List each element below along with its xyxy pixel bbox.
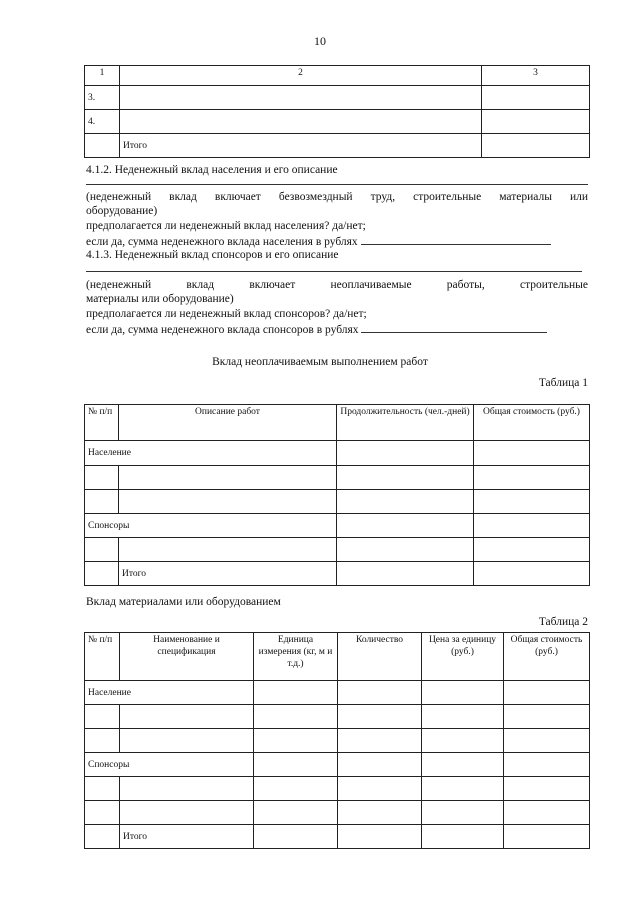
table-cell xyxy=(120,729,254,753)
row-number: 3. xyxy=(85,86,120,110)
question-413: предполагается ли неденежный вклад спонсоров? да/нет; xyxy=(86,308,367,320)
table-cell xyxy=(504,705,590,729)
table1 xyxy=(84,404,590,586)
table-cell xyxy=(422,705,504,729)
table-cell xyxy=(119,466,337,490)
page-number: 10 xyxy=(314,34,326,48)
question-412: предполагается ли неденежный вклад населения? да/нет; xyxy=(86,220,366,232)
table-cell xyxy=(254,729,338,753)
table2-caption: Вклад материалами или оборудованием xyxy=(86,596,281,608)
table-header-cell: Цена за единицу (руб.) xyxy=(422,633,504,681)
table-cell xyxy=(85,705,120,729)
table-cell xyxy=(337,514,474,538)
table-cell xyxy=(85,562,119,586)
total-label: Итого xyxy=(119,562,337,586)
table-cell xyxy=(85,538,119,562)
table-cell xyxy=(504,777,590,801)
group-label: Спонсоры xyxy=(85,514,337,538)
table-cell xyxy=(120,801,254,825)
table-cell xyxy=(504,825,590,849)
table-cell xyxy=(337,538,474,562)
table-cell xyxy=(254,801,338,825)
table-cell xyxy=(422,777,504,801)
table-header-cell: № п/п xyxy=(85,405,119,441)
fill-line xyxy=(86,184,588,185)
table1-caption: Вклад неоплачиваемым выполнением работ xyxy=(212,356,428,368)
section-heading-412: 4.1.2. Неденежный вклад населения и его описание xyxy=(86,164,338,176)
table-cell xyxy=(338,753,422,777)
table-header-cell: Общая стоимость (руб.) xyxy=(474,405,590,441)
table-header-cell: № п/п xyxy=(85,633,120,681)
table-cell xyxy=(474,466,590,490)
note-413-line2: материалы или оборудование) xyxy=(86,293,234,305)
table-cell xyxy=(338,777,422,801)
table-cell xyxy=(474,441,590,466)
table-header-cell: Общая стоимость (руб.) xyxy=(504,633,590,681)
table-cell xyxy=(474,538,590,562)
continuation-table xyxy=(84,65,590,158)
table-header-cell: Описание работ xyxy=(119,405,337,441)
total-label: Итого xyxy=(120,825,254,849)
row-number: 4. xyxy=(85,110,120,134)
table2-label: Таблица 2 xyxy=(538,616,588,628)
table-cell xyxy=(338,681,422,705)
table-cell xyxy=(254,753,338,777)
table-cell xyxy=(422,681,504,705)
table-cell xyxy=(504,801,590,825)
table-header-cell: Наименование и спецификация xyxy=(120,633,254,681)
table-cell xyxy=(119,538,337,562)
table-cell xyxy=(482,86,590,110)
table-cell xyxy=(337,441,474,466)
table-cell xyxy=(254,681,338,705)
table-cell xyxy=(337,466,474,490)
sum-412 xyxy=(86,234,551,249)
table-cell xyxy=(254,777,338,801)
table-cell xyxy=(254,705,338,729)
table-header-cell: Количество xyxy=(338,633,422,681)
table-header-cell: Единица измерения (кг, м и т.д.) xyxy=(254,633,338,681)
table-cell xyxy=(474,514,590,538)
table-cell xyxy=(119,490,337,514)
table-cell xyxy=(504,681,590,705)
table-cell xyxy=(85,490,119,514)
sum-413-label: если да, сумма неденежного вклада спонсоров в рублях xyxy=(86,324,359,336)
table-cell xyxy=(85,777,120,801)
table-cell xyxy=(338,729,422,753)
table-cell xyxy=(120,110,482,134)
table-cell xyxy=(474,490,590,514)
note-413-line1: (неденежный вклад включает неоплачиваемые работы, строительные xyxy=(86,279,588,291)
table-header-cell: 2 xyxy=(120,66,482,86)
group-label: Население xyxy=(85,441,337,466)
table1-label: Таблица 1 xyxy=(538,377,588,389)
table-cell xyxy=(337,490,474,514)
group-label: Спонсоры xyxy=(85,753,254,777)
sum-412-label: если да, сумма неденежного вклада населения в рублях xyxy=(86,236,358,248)
table-cell xyxy=(85,466,119,490)
table-cell xyxy=(474,562,590,586)
table-cell xyxy=(482,110,590,134)
table-cell xyxy=(338,825,422,849)
table-cell xyxy=(338,801,422,825)
table-header-cell: Продолжительность (чел.-дней) xyxy=(337,405,474,441)
sum-412-field[interactable] xyxy=(361,234,551,245)
note-412-line1: (неденежный вклад включает безвозмездный труд, строительные материалы или xyxy=(86,191,588,203)
table-cell xyxy=(85,801,120,825)
sum-413 xyxy=(86,322,547,337)
table-cell xyxy=(254,825,338,849)
table-cell xyxy=(120,86,482,110)
fill-line xyxy=(86,271,582,272)
table-cell xyxy=(482,134,590,158)
table-cell xyxy=(85,825,120,849)
sum-413-field[interactable] xyxy=(361,322,547,333)
table2 xyxy=(84,632,590,849)
table-header-cell: 3 xyxy=(482,66,590,86)
table-cell xyxy=(337,562,474,586)
table-cell xyxy=(422,801,504,825)
table-cell xyxy=(120,777,254,801)
table-cell xyxy=(85,134,120,158)
note-412-line2: оборудование) xyxy=(86,205,158,217)
table-cell xyxy=(504,753,590,777)
table-cell xyxy=(422,825,504,849)
section-heading-413: 4.1.3. Неденежный вклад спонсоров и его описание xyxy=(86,249,339,261)
total-label: Итого xyxy=(120,134,482,158)
table-cell xyxy=(338,705,422,729)
table-header-cell: 1 xyxy=(85,66,120,86)
table-cell xyxy=(85,729,120,753)
table-cell xyxy=(422,729,504,753)
group-label: Население xyxy=(85,681,254,705)
table-cell xyxy=(422,753,504,777)
table-cell xyxy=(504,729,590,753)
table-cell xyxy=(120,705,254,729)
